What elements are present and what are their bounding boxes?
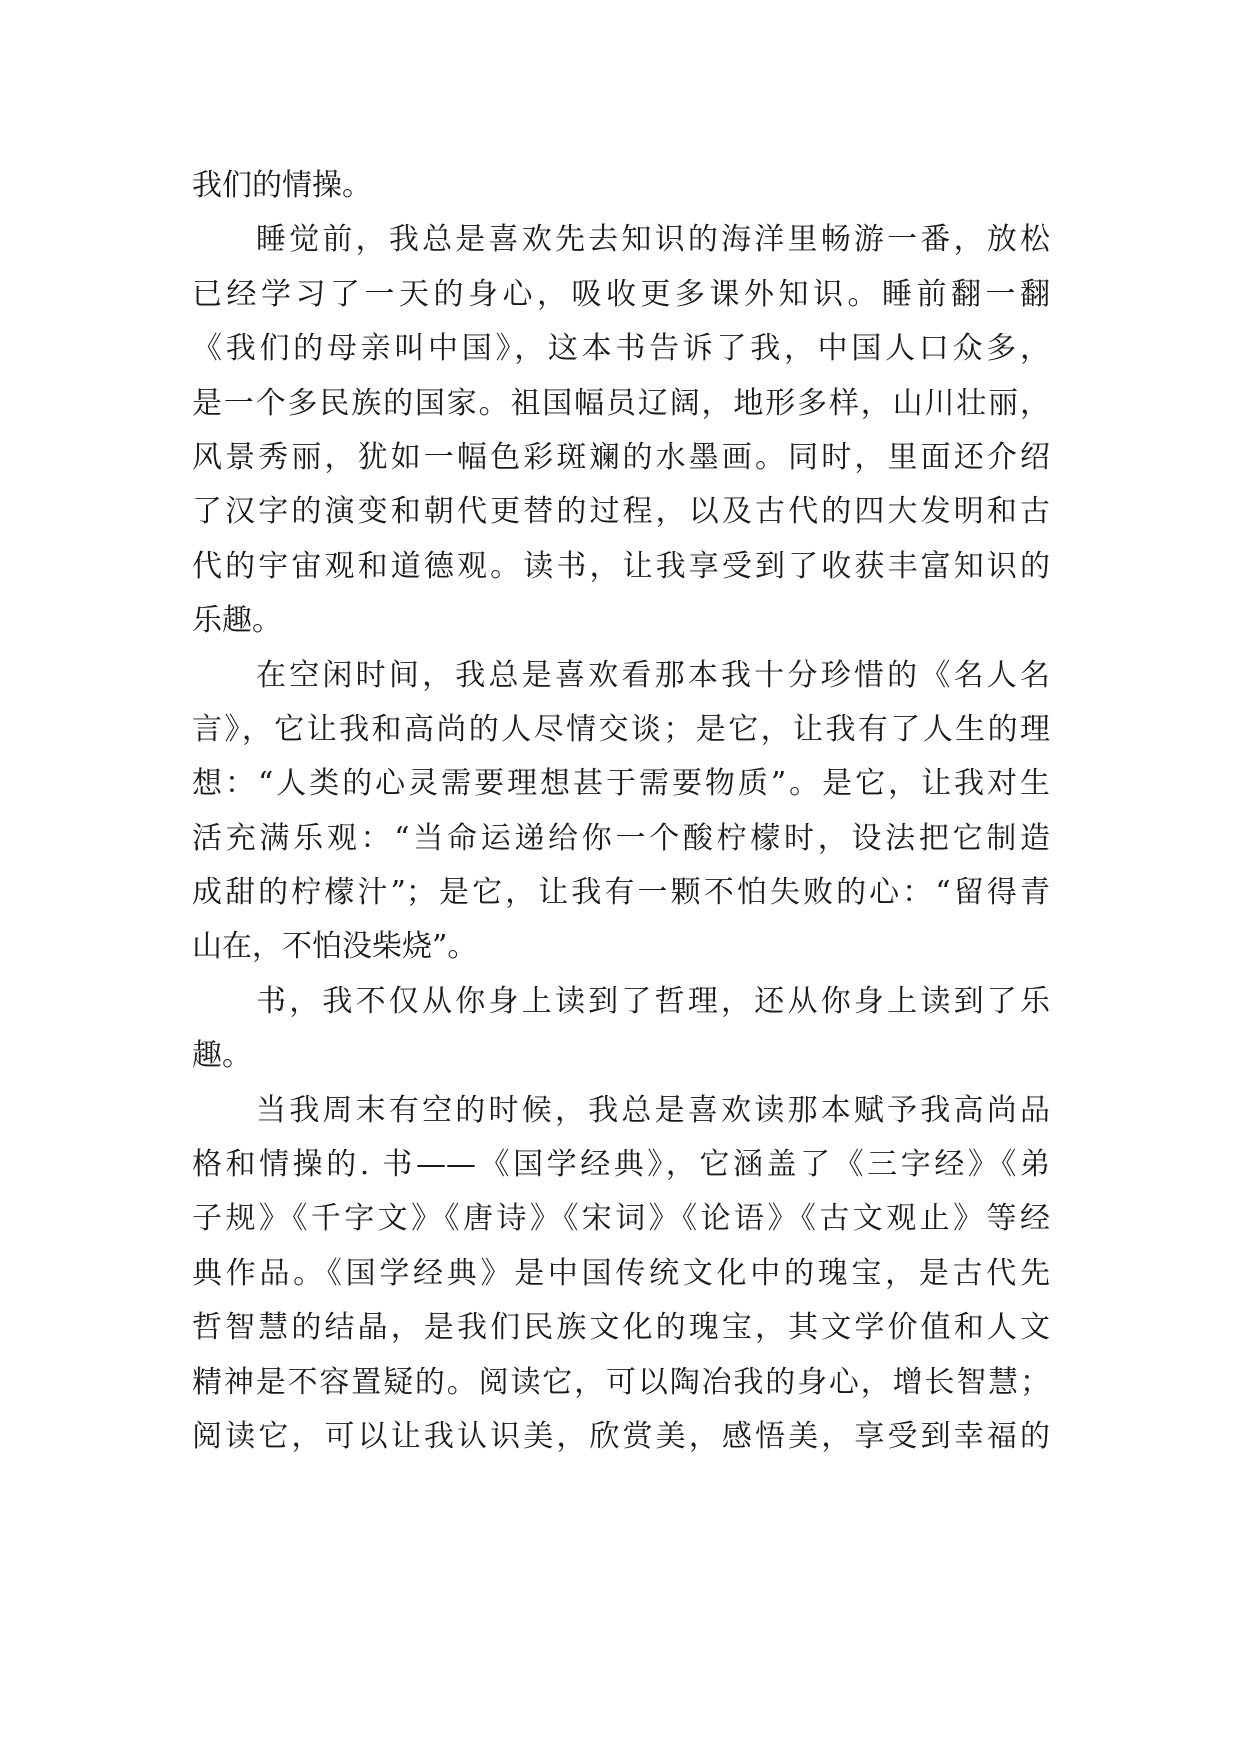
text-line: 子规》《千字文》《唐诗》《宋词》《论语》《古文观止》等经 bbox=[192, 1201, 1050, 1237]
text-line: 阅读它，可以让我认识美，欣赏美，感悟美，享受到幸福的 bbox=[192, 1418, 1050, 1454]
text-line: 睡觉前，我总是喜欢先去知识的海洋里畅游一番，放松 bbox=[256, 222, 1050, 258]
text-line: 精神是不容置疑的。阅读它，可以陶冶我的身心，增长智慧； bbox=[192, 1364, 1050, 1400]
text-line: 想：“人类的心灵需要理想甚于需要物质”。是它，让我对生 bbox=[192, 766, 1050, 802]
text-line: 哲智慧的结晶，是我们民族文化的瑰宝，其文学价值和人文 bbox=[192, 1310, 1050, 1346]
document-body bbox=[192, 159, 1050, 1464]
text-line: 风景秀丽，犹如一幅色彩斑斓的水墨画。同时，里面还介绍 bbox=[192, 439, 1050, 475]
text-line: 典作品。《国学经典》是中国传统文化中的瑰宝，是古代先 bbox=[192, 1255, 1050, 1291]
text-line: 已经学习了一天的身心，吸收更多课外知识。睡前翻一翻 bbox=[192, 276, 1050, 312]
text-line: 《我们的母亲叫中国》，这本书告诉了我，中国人口众多， bbox=[192, 331, 1050, 367]
text-line: 代的宇宙观和道德观。读书，让我享受到了收获丰富知识的 bbox=[192, 548, 1050, 584]
text-line: 当我周末有空的时候，我总是喜欢读那本赋予我高尚品 bbox=[256, 1092, 1050, 1128]
text-line: 趣。 bbox=[192, 1038, 252, 1074]
text-line: 成甜的柠檬汁”；是它，让我有一颗不怕失败的心：“留得青 bbox=[192, 875, 1050, 911]
text-line: 我们的情操。 bbox=[192, 168, 372, 203]
text-line: 书，我不仅从你身上读到了哲理，还从你身上读到了乐 bbox=[256, 983, 1050, 1019]
text-line: 活充满乐观：“当命运递给你一个酸柠檬时，设法把它制造 bbox=[192, 820, 1050, 856]
text-line: 言》，它让我和高尚的人尽情交谈；是它，让我有了人生的理 bbox=[192, 711, 1050, 747]
text-line: 是一个多民族的国家。祖国幅员辽阔，地形多样，山川壮丽， bbox=[192, 385, 1050, 421]
text-line: 乐趣。 bbox=[192, 603, 282, 639]
text-line: 在空闲时间，我总是喜欢看那本我十分珍惜的《名人名 bbox=[256, 657, 1050, 693]
text-line: 了汉字的演变和朝代更替的过程，以及古代的四大发明和古 bbox=[192, 494, 1050, 530]
text-line: 山在，不怕没柴烧”。 bbox=[192, 929, 478, 965]
text-line: 格和情操的. 书——《国学经典》，它涵盖了《三字经》《弟 bbox=[192, 1147, 1050, 1183]
